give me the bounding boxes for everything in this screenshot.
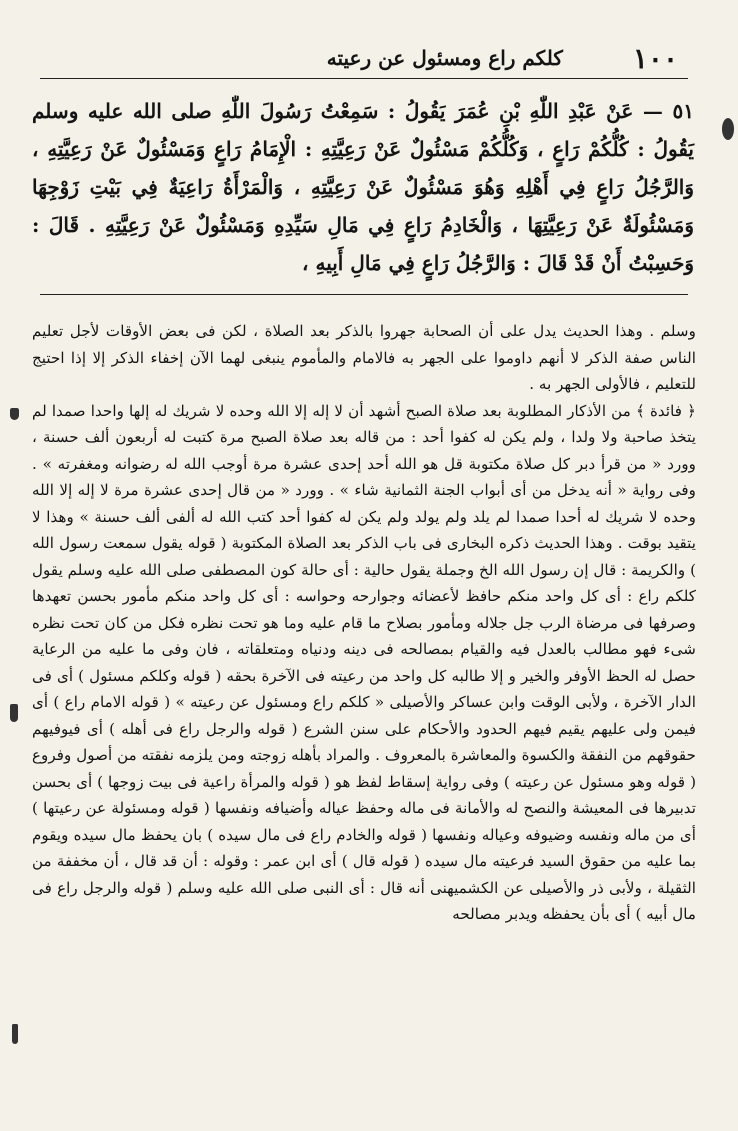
page-header	[40, 40, 678, 76]
margin-blot-mark	[10, 408, 19, 420]
commentary-block	[32, 318, 696, 928]
running-title: كلكم راع ومسئول عن رعيته	[326, 46, 563, 70]
margin-blot-mark	[10, 704, 18, 722]
hadith-51: ٥١ — عَنْ عَبْدِ اللّٰهِ بْنِ عُمَرَ يَقُولُ : سَمِعْتُ رَسُولَ اللّٰهِ صلى الله عليه وسلم يَقُولُ : كُلُّكُمْ رَاعٍ ، وَكُلُّكُمْ مَسْئُولٌ عَنْ رَعِيَّتِهِ : الْإِمَامُ رَاعٍ وَمَسْئُولٌ عَنْ رَعِيَّتِهِ ، وَالرَّجُلُ رَاعٍ فِي أَهْلِهِ وَهُوَ مَسْئُولٌ عَنْ رَعِيَّتِهِ ، وَالْمَرْأَةُ رَاعِيَةٌ فِي بَيْتِ زَوْجِهَا وَمَسْئُولَةٌ عَنْ رَعِيَّتِهَا ، وَالْخَادِمُ رَاعٍ فِي مَالِ سَيِّدِهِ وَمَسْئُولٌ عَنْ رَعِيَّتِهِ . قَالَ : وَحَسِبْتُ أَنْ قَدْ قَالَ : وَالرَّجُلُ رَاعٍ فِي مَالِ أَبِيهِ ،	[32, 99, 694, 275]
header-divider	[40, 78, 688, 79]
section-divider	[40, 294, 688, 295]
margin-blot-mark	[722, 118, 734, 140]
commentary-paragraph: ﴿ فائدة ﴾ من الأذكار المطلوبة بعد صلاة الصبح أشهد أن لا إله إلا الله وحده لا شريك له إلها واحدا صمدا لم يتخذ صاحبة ولا ولدا ، ولم يكن له كفوا أحد : من قاله بعد صلاة الصبح مرة كتبت له أربعون ألف حسنة ، وورد « من قرأ دبر كل صلاة مكتوبة قل هو الله أحد إحدى عشرة مرة أوجب الله له رضوانه ومغفرته » . وفى رواية « أنه يدخل من أى أبواب الجنة الثمانية شاء » . وورد « من قال إحدى عشرة مرة لا إله إلا الله وحده لا شريك له أحدا صمدا لم يلد ولم يولد ولم يكن له كفوا أحد كتب الله له ألفى ألف حسنة » وهذا لا يتقيد بوقت . وهذا الحديث ذكره البخارى فى باب الذكر بعد الصلاة المكتوبة ( قوله يقول سمعت رسول الله ) والكريمة : قال إن رسول الله الخ وجملة يقول حالية : أى حالة كون المصطفى صلى الله عليه وسلم يقول كلكم راع : أى كل واحد منكم حافظ لأعضائه وجوارحه وحواسه : أى كل واحد منكم مأمور بحسن تعهدها وصرفها فى مرضاة الرب جل جلاله ومأمور بصلاح ما قام عليه وما هو تحت نظره فكل من كان تحت نظره شىء فهو مطالب بالعدل فيه والقيام بمصالحه فى دينه ودنياه ومتعلقاته ، فان وفى ما عليه من الرعاية حصل له الحظ الأوفر والخير و إلا طالبه كل واحد من رعيته فى الآخرة بحقه ( قوله وكلكم مسئول ) أى فى الدار الآخرة ، ولأبى الوقت وابن عساكر والأصيلى « كلكم راع ومسئول عن رعيته » ( قوله الامام راع ) أى فيمن ولى عليهم يقيم فيهم الحدود والأحكام على سنن الشرع ( قوله والرجل راع فى أهله ) أى فيوفيهم حقوقهم من النفقة والكسوة والمعاشرة بالمعروف . والمراد بأهله زوجته ومن يلزمه نفقته من أصول وفروع ( قوله وهو مسئول عن رعيته ) وفى رواية إسقاط لفظ هو ( قوله والمرأة راعية فى بيت زوجها ) أى بحسن تدبيرها فى المعيشة والنصح له والأمانة فى ماله وحفظ عياله وأضيافه ونفسها ( قوله ومسئولة عن رعيتها ) أى من ماله ونفسه وضيوفه وعياله ونفسها ( قوله والخادم راع فى مال سيده ) بان يحفظ مال سيده ويقوم بما عليه من حقوق السيد فرعيته مال سيده ( قوله قال ) أى ابن عمر : وقوله : أن قد قال ، أن مخففة من الثقيلة ، ولأبى ذر والأصيلى عن الكشميهنى أنه قال : أى النبى صلى الله عليه وسلم ( قوله والرجل راع فى مال أبيه ) أى بأن يحفظه ويدبر مصالحه	[32, 401, 696, 923]
margin-blot-mark	[12, 1024, 18, 1044]
commentary-paragraph: وسلم . وهذا الحديث يدل على أن الصحابة جهروا بالذكر بعد الصلاة ، لكن فى بعض الأوقات لأجل تعليم الناس صفة الذكر لا أنهم داوموا على الجهر به فالامام والمأموم ينبغى لهما الآن إخفاء الذكر إلا إذا احتيج للتعليم ، فالأولى الجهر به .	[32, 322, 696, 393]
hadith-text-block	[32, 92, 694, 282]
page-number: ١٠٠	[632, 41, 678, 75]
